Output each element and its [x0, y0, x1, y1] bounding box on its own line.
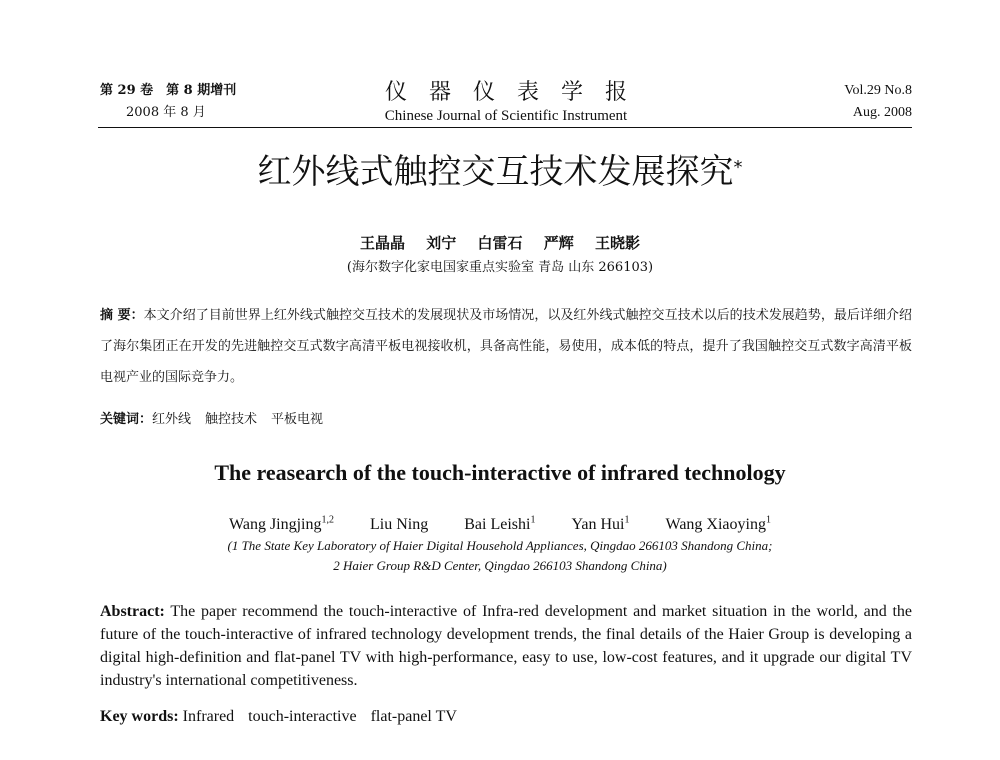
author-en [370, 516, 428, 533]
affiliation-cn: (海尔数字化家电国家重点实验室 青岛 山东 266103) [346, 260, 654, 275]
keyword-cn: 触控技术 [205, 412, 258, 427]
keyword-en: Infrared [182, 708, 235, 725]
keyword-en: flat-panel TV [370, 708, 457, 725]
paper-title-en: The reasearch of the touch-interactive of infrared technology [214, 460, 786, 485]
author-en [571, 516, 629, 533]
keyword-cn: 平板电视 [271, 412, 324, 427]
author-en-name: Wang Xiaoying [665, 516, 766, 534]
abstract-cn [100, 300, 912, 393]
author-cn: 严辉 [543, 234, 574, 252]
author-cn: 刘宁 [426, 234, 457, 252]
abstract-en-label: Abstract: [100, 603, 165, 620]
header-rule [98, 127, 912, 128]
author-list-en [0, 510, 1000, 536]
issue-date-cn: 2008 年 8 月 [126, 105, 206, 120]
title-footnote-mark: * [733, 157, 743, 178]
journal-header [100, 80, 912, 130]
affiliation-en-line: (1 The State Key Laboratory of Haier Digital Household Appliances, Qingdao 266103 Shandong China; [227, 538, 773, 553]
volume-issue: 第 29 卷 第 8 期增刊 [100, 83, 237, 98]
journal-name [100, 80, 912, 126]
keyword-en: touch-interactive [248, 708, 357, 725]
author-en [464, 516, 535, 533]
author-cn: 白雷石 [477, 234, 523, 252]
journal-name-en: Chinese Journal of Scientific Instrument [384, 108, 628, 124]
volume-info-en [844, 80, 912, 124]
abstract-en-text: The paper recommend the touch-interactive of Infra-red development and market situation in the world, and the future of the touch-interactive of infrared technology development trends, the final details of the Haier Group is developing a digital high-definition and flat-panel TV with high-performance, easy to use, low-cost features, and it upgrade our digital TV industry's international competitiveness. [100, 603, 912, 689]
author-en [229, 516, 334, 533]
author-en-affil-mark: 1 [530, 515, 536, 526]
paper-title-cn [0, 150, 1000, 194]
keywords-en-label: Key words: [100, 708, 179, 725]
author-en-name: Bai Leishi [464, 516, 531, 534]
paper-title-cn-text: 红外线式触控交互技术发展探究 [257, 152, 734, 192]
author-en [666, 516, 771, 533]
author-en-affil-mark: 1 [765, 515, 771, 526]
author-en-name: Liu Ning [370, 516, 429, 534]
author-en-affil-mark: 1,2 [321, 515, 334, 526]
journal-name-cn: 仪器仪表学报 [384, 80, 649, 105]
author-en-name: Yan Hui [571, 516, 625, 534]
affiliation-en-line: 2 Haier Group R&D Center, Qingdao 266103 Shandong China) [333, 558, 667, 573]
issue-date-en: Aug. 2008 [852, 105, 912, 120]
author-list-cn [0, 232, 1000, 254]
keyword-cn: 红外线 [152, 412, 192, 427]
author-en-affil-mark: 1 [624, 515, 630, 526]
volume-number-en: Vol.29 No.8 [844, 83, 912, 98]
abstract-cn-text: 本文介绍了目前世界上红外线式触控交互技术的发展现状及市场情况，以及红外线式触控交互技术以后的技术发展趋势，最后详细介绍了海尔集团正在开发的先进触控交互式数字高清平板电视接收机，具备高性能，易使用，成本低的特点，提升了我国触控交互式数字高清平板电视产业的国际竞争力。 [100, 308, 912, 385]
keywords-cn-label: 关键词： [100, 412, 153, 427]
author-en-name: Wang Jingjing [229, 516, 322, 534]
author-cn: 王晓影 [594, 234, 640, 252]
abstract-en [100, 600, 912, 692]
author-cn: 王晶晶 [359, 234, 405, 252]
keywords-cn [100, 409, 912, 431]
keywords-en [100, 706, 912, 728]
affiliation-en [0, 536, 1000, 576]
abstract-cn-label: 摘 要： [100, 308, 144, 323]
